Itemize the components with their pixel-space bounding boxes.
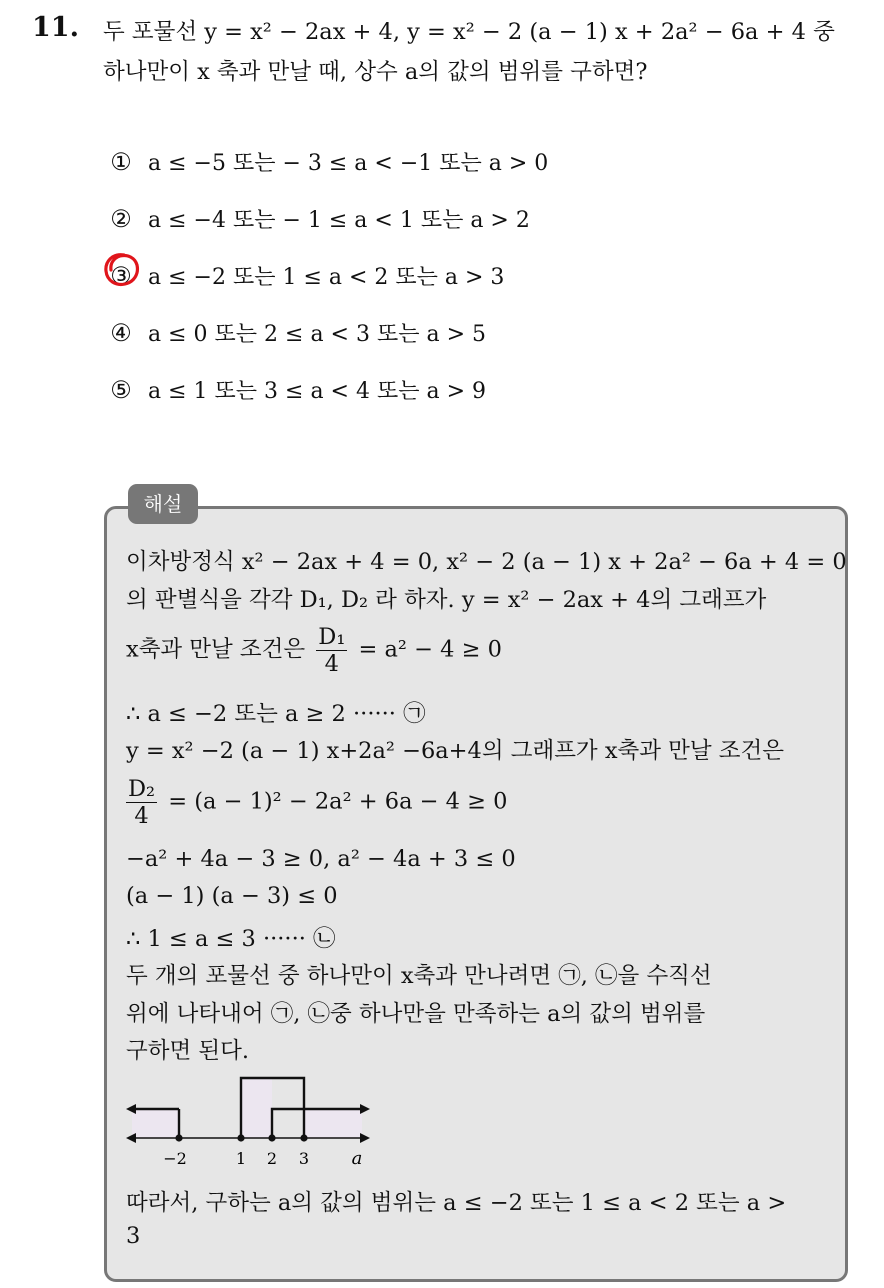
option-text: a ≤ 1 또는 3 ≤ a < 4 또는 a > 9 (148, 379, 486, 404)
solution-tag: 해설 (128, 484, 198, 524)
solution-line-11: 위에 나타내어 ㉠, ㉡중 하나만을 만족하는 a의 값의 범위를 (126, 1001, 706, 1027)
option-5[interactable] (108, 374, 486, 405)
fraction-d1-over-4 (316, 624, 347, 677)
option-2[interactable] (108, 203, 530, 234)
solution-line-12: 구하면 된다. (126, 1038, 249, 1064)
condition-text: x축과 만날 조건은 (126, 636, 306, 663)
selected-answer-circle (102, 249, 142, 289)
axis-label: a (351, 1148, 363, 1169)
fraction-denominator: 4 (134, 803, 149, 829)
number-line-diagram (122, 1068, 382, 1174)
point-neg2 (175, 1134, 182, 1141)
option-3[interactable] (108, 260, 504, 291)
option-text: a ≤ −5 또는 − 3 ≤ a < −1 또는 a > 0 (148, 151, 549, 176)
option-marker: ① (110, 147, 132, 176)
option-marker: ⑤ (110, 375, 132, 404)
solution-line-5: y = x² −2 (a − 1) x+2a² −6a+4의 그래프가 x축과 만날 조건은 (126, 738, 784, 764)
region-1-arrow (126, 1104, 136, 1114)
solution-line-13: 따라서, 구하는 a의 값의 범위는 a ≤ −2 또는 1 ≤ a < 2 또는 a > (126, 1190, 787, 1216)
option-text: a ≤ 0 또는 2 ≤ a < 3 또는 a > 5 (148, 322, 486, 347)
option-text: a ≤ −4 또는 − 1 ≤ a < 1 또는 a > 2 (148, 208, 530, 233)
shaded-region-middle (241, 1078, 272, 1138)
solution-line-6 (126, 776, 507, 829)
question-line-2: 하나만이 x 축과 만날 때, 상수 a의 값의 범위를 구하면? (103, 59, 648, 85)
fraction-d2-over-4 (126, 776, 157, 829)
fraction-denominator: 4 (324, 651, 339, 677)
option-marker: ④ (110, 318, 132, 347)
question-line-1: 두 포물선 y = x² − 2ax + 4, y = x² − 2 (a − 1) x + 2a² − 6a + 4 중 (103, 19, 835, 45)
tick-label-neg2: −2 (163, 1149, 187, 1168)
option-marker: ③ (110, 261, 132, 290)
discriminant-expression: = (a − 1)² − 2a² + 6a − 4 ≥ 0 (168, 788, 508, 815)
point-3 (300, 1134, 307, 1141)
tick-label-2: 2 (266, 1149, 278, 1168)
shaded-region-right (304, 1109, 362, 1138)
option-text: a ≤ −2 또는 1 ≤ a < 2 또는 a > 3 (148, 265, 505, 290)
question-number: 11. (32, 12, 79, 43)
solution-line-7: −a² + 4a − 3 ≥ 0, a² − 4a + 3 ≤ 0 (126, 846, 516, 872)
fraction-numerator: D₂ (128, 776, 156, 802)
tick-label-3: 3 (298, 1149, 310, 1168)
axis-arrow-right (360, 1133, 370, 1143)
fraction-numerator: D₁ (318, 624, 346, 650)
shaded-region-left (132, 1109, 179, 1138)
solution-line-4: ∴ a ≤ −2 또는 a ≥ 2 ······ ㉠ (126, 701, 426, 727)
option-4[interactable] (108, 317, 486, 348)
solution-line-2: 의 판별식을 각각 D₁, D₂ 라 하자. y = x² − 2ax + 4의 그래프가 (126, 587, 767, 613)
solution-line-8: (a − 1) (a − 3) ≤ 0 (126, 883, 338, 909)
solution-line-3 (126, 624, 502, 677)
solution-line-10: 두 개의 포물선 중 하나만이 x축과 만나려면 ㉠, ㉡을 수직선 (126, 963, 712, 989)
region-3-arrow (360, 1104, 370, 1114)
condition-expression: = a² − 4 ≥ 0 (358, 636, 502, 663)
point-1 (237, 1134, 244, 1141)
option-1[interactable] (108, 146, 548, 177)
solution-line-14: 3 (126, 1223, 141, 1249)
solution-line-1: 이차방정식 x² − 2ax + 4 = 0, x² − 2 (a − 1) x + 2a² − 6a + 4 = 0 (126, 549, 847, 575)
solution-line-9: ∴ 1 ≤ a ≤ 3 ······ ㉡ (126, 926, 336, 952)
tick-label-1: 1 (235, 1149, 247, 1168)
axis-arrow-left (126, 1133, 136, 1143)
option-marker: ② (110, 204, 132, 233)
point-2 (268, 1134, 275, 1141)
